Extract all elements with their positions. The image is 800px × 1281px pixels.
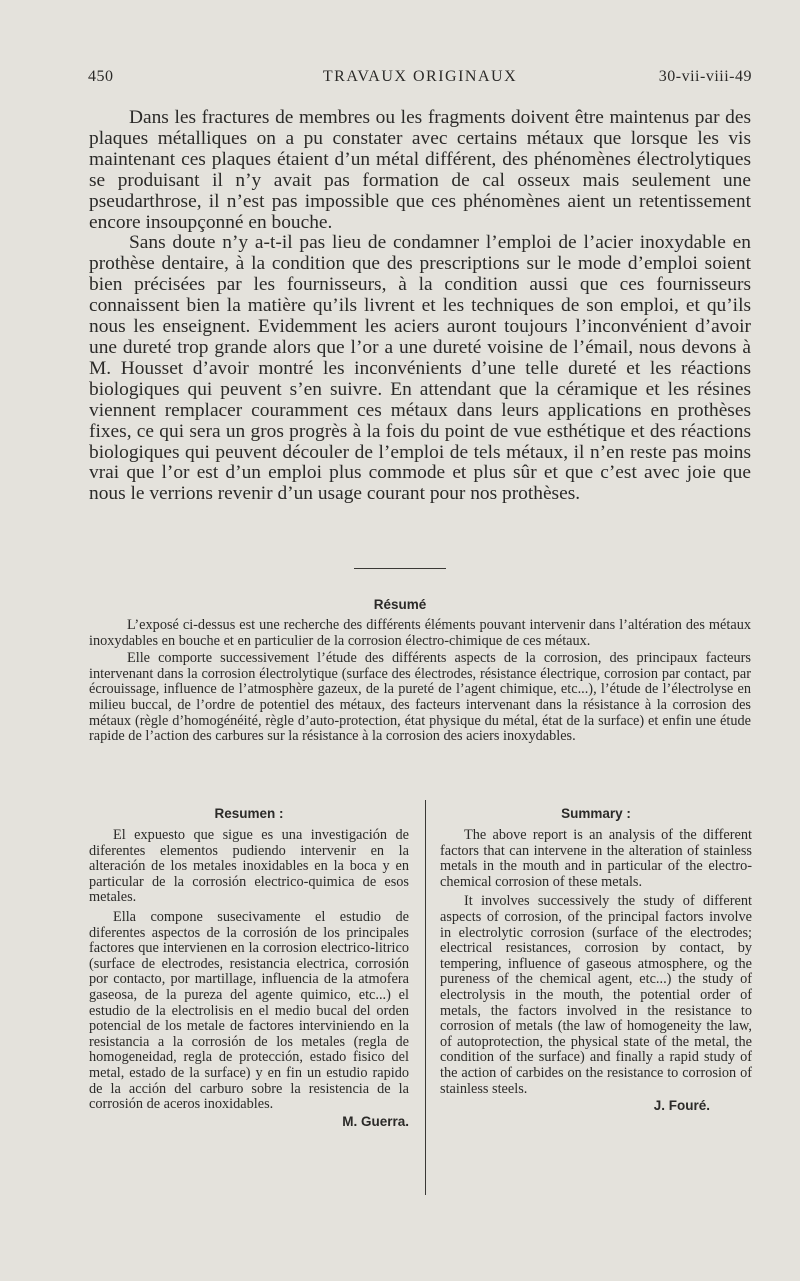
article-body xyxy=(89,108,751,505)
resumen-column xyxy=(89,828,409,1129)
resumen-paragraph: El expuesto que sigue es una investigación de diferentes elementos pudiendo intervenir en la alteración de los metales inoxidables en la boca y en particular de la corrosión electrico-quimica de esos metales. xyxy=(89,827,409,906)
resumen-signature: M. Guerra. xyxy=(342,1113,409,1129)
resumen-heading: Resumen : xyxy=(214,806,284,821)
resume-paragraph: Elle comporte successivement l’étude des différents aspects de la corrosion, des principaux facteurs intervenant dans la corrosion électrolytique (surface des électrodes, résistance électrique, corrosion par contact, par écrouissage, influence de l’atmosphère gazeux, de la pureté de l’agent chimique, etc...), l’étude de l’électrolyse en milieu buccal, de l’ordre de potentiel des métaux, des facteurs intervenant dans la résistance à la corrosion des métaux (règle d’homogénéité, règle d’auto-protection, état physique du métal, état de la surface) et enfin une étude rapide de l’action des carbures sur la résistance à la corrosion des aciers inoxydables. xyxy=(89,650,751,745)
issue-reference: 30-vii-viii-49 xyxy=(658,68,752,85)
column-rule xyxy=(425,800,426,1195)
summary-heading: Summary : xyxy=(561,806,631,821)
running-header xyxy=(88,68,752,92)
running-title: TRAVAUX ORIGINAUX xyxy=(322,68,518,85)
resumen-paragraph: Ella compone susecivamente el estudio de diferentes aspectos de la corrosión de los principales factores que intervienen en la corrosion electrico-litrico (surface de electrodes, resistancia electrica, corrosión por contacto, por martillage, influencia de la atmofera gaseosa, de la pureza del agente quimico, etc...) el estudio de la electrolisis en el medio bucal del orden potencial de los metale de factores interviniendo en la resistancia a la corrosión de los metales (regla de homogeneidad, regla de protección, estado fisico del metal, estado de la surface) y en fin un estudio rapido de la acción del carburo sobre la resistencia de la corrosión de aceros inoxidables. xyxy=(89,908,409,1113)
page-number: 450 xyxy=(88,68,114,85)
summary-signature: J. Fouré. xyxy=(653,1098,710,1114)
summary-paragraph: It involves successively the study of different aspects of corrosion, of the principal factors involve in electrolytic corrosion (surface of the electrodes; electrical resistances, corrosion by contact, by tempering, influence of gaseous atmosphere, og the pureness of the chemical agent, etc...) the study of electrolysis in the mouth, the potential order of metals, the factors involved in the resistance to corrosion of metals (the law of homogeneity the law, of autoprotection, the physical state of the metal, the condition of the surface) and finally a rapid study of the action of carbides on the resistance to corrosion of stainless steels. xyxy=(440,893,752,1097)
body-paragraph: Sans doute n’y a-t-il pas lieu de condamner l’emploi de l’acier inoxydable en prothèse dentaire, à la condition que des prescriptions sur le mode d’emploi soient bien précisées par les fournisseurs, à la condition aussi que ces fournisseurs connaissent bien la matière qu’ils livrent et les techniques de son emploi, et qu’ils nous les enseignent. Evidemment les aciers auront toujours l’inconvénient d’avoir une dureté trop grande alors que l’or a une dureté voisine de l’émail, nous devons à M. Housset d’avoir montré les inconvénients d’une telle dureté et les réactions biologiques qui peuvent s’en suivre. En attendant que la céramique et les résines viennent remplacer couramment ces métaux dans leurs applications en prothèses fixes, ce qui sera un gros progrès à la fois du point de vue esthétique et des réactions biologiques qui peuvent découler de l’emploi de tels métaux, il n’en reste pas moins vrai que l’or est d’un emploi plus commode et plus sûr et que c’est avec joie que nous le verrions revenir d’un usage courant pour nos prothèses. xyxy=(89,232,751,505)
resume-section xyxy=(89,618,751,745)
summary-column xyxy=(440,828,752,1114)
resume-heading: Résumé xyxy=(373,597,427,612)
section-divider xyxy=(354,568,446,569)
body-paragraph: Dans les fractures de membres ou les fragments doivent être maintenus par des plaques métalliques on a pu constater avec certains métaux que lorsque les vis maintenant ces plaques étaient d’un métal différent, des phénomènes électrolytiques se produisant il n’y avait pas formation de cal osseux mais seulement une pseudarthrose, il n’est pas impossible que ces phénomènes aient un retentissement encore insoupçonné en bouche. xyxy=(89,107,751,233)
summary-paragraph: The above report is an analysis of the different factors that can intervene in the alteration of stainless metals in the mouth and in particular of the electro-chemical corrosion of these metals. xyxy=(440,827,752,890)
resume-paragraph: L’exposé ci-dessus est une recherche des différents éléments pouvant intervenir dans l’altération des métaux inoxydables en bouche et en particulier de la corrosion électro-chimique de ces métaux. xyxy=(89,617,751,649)
